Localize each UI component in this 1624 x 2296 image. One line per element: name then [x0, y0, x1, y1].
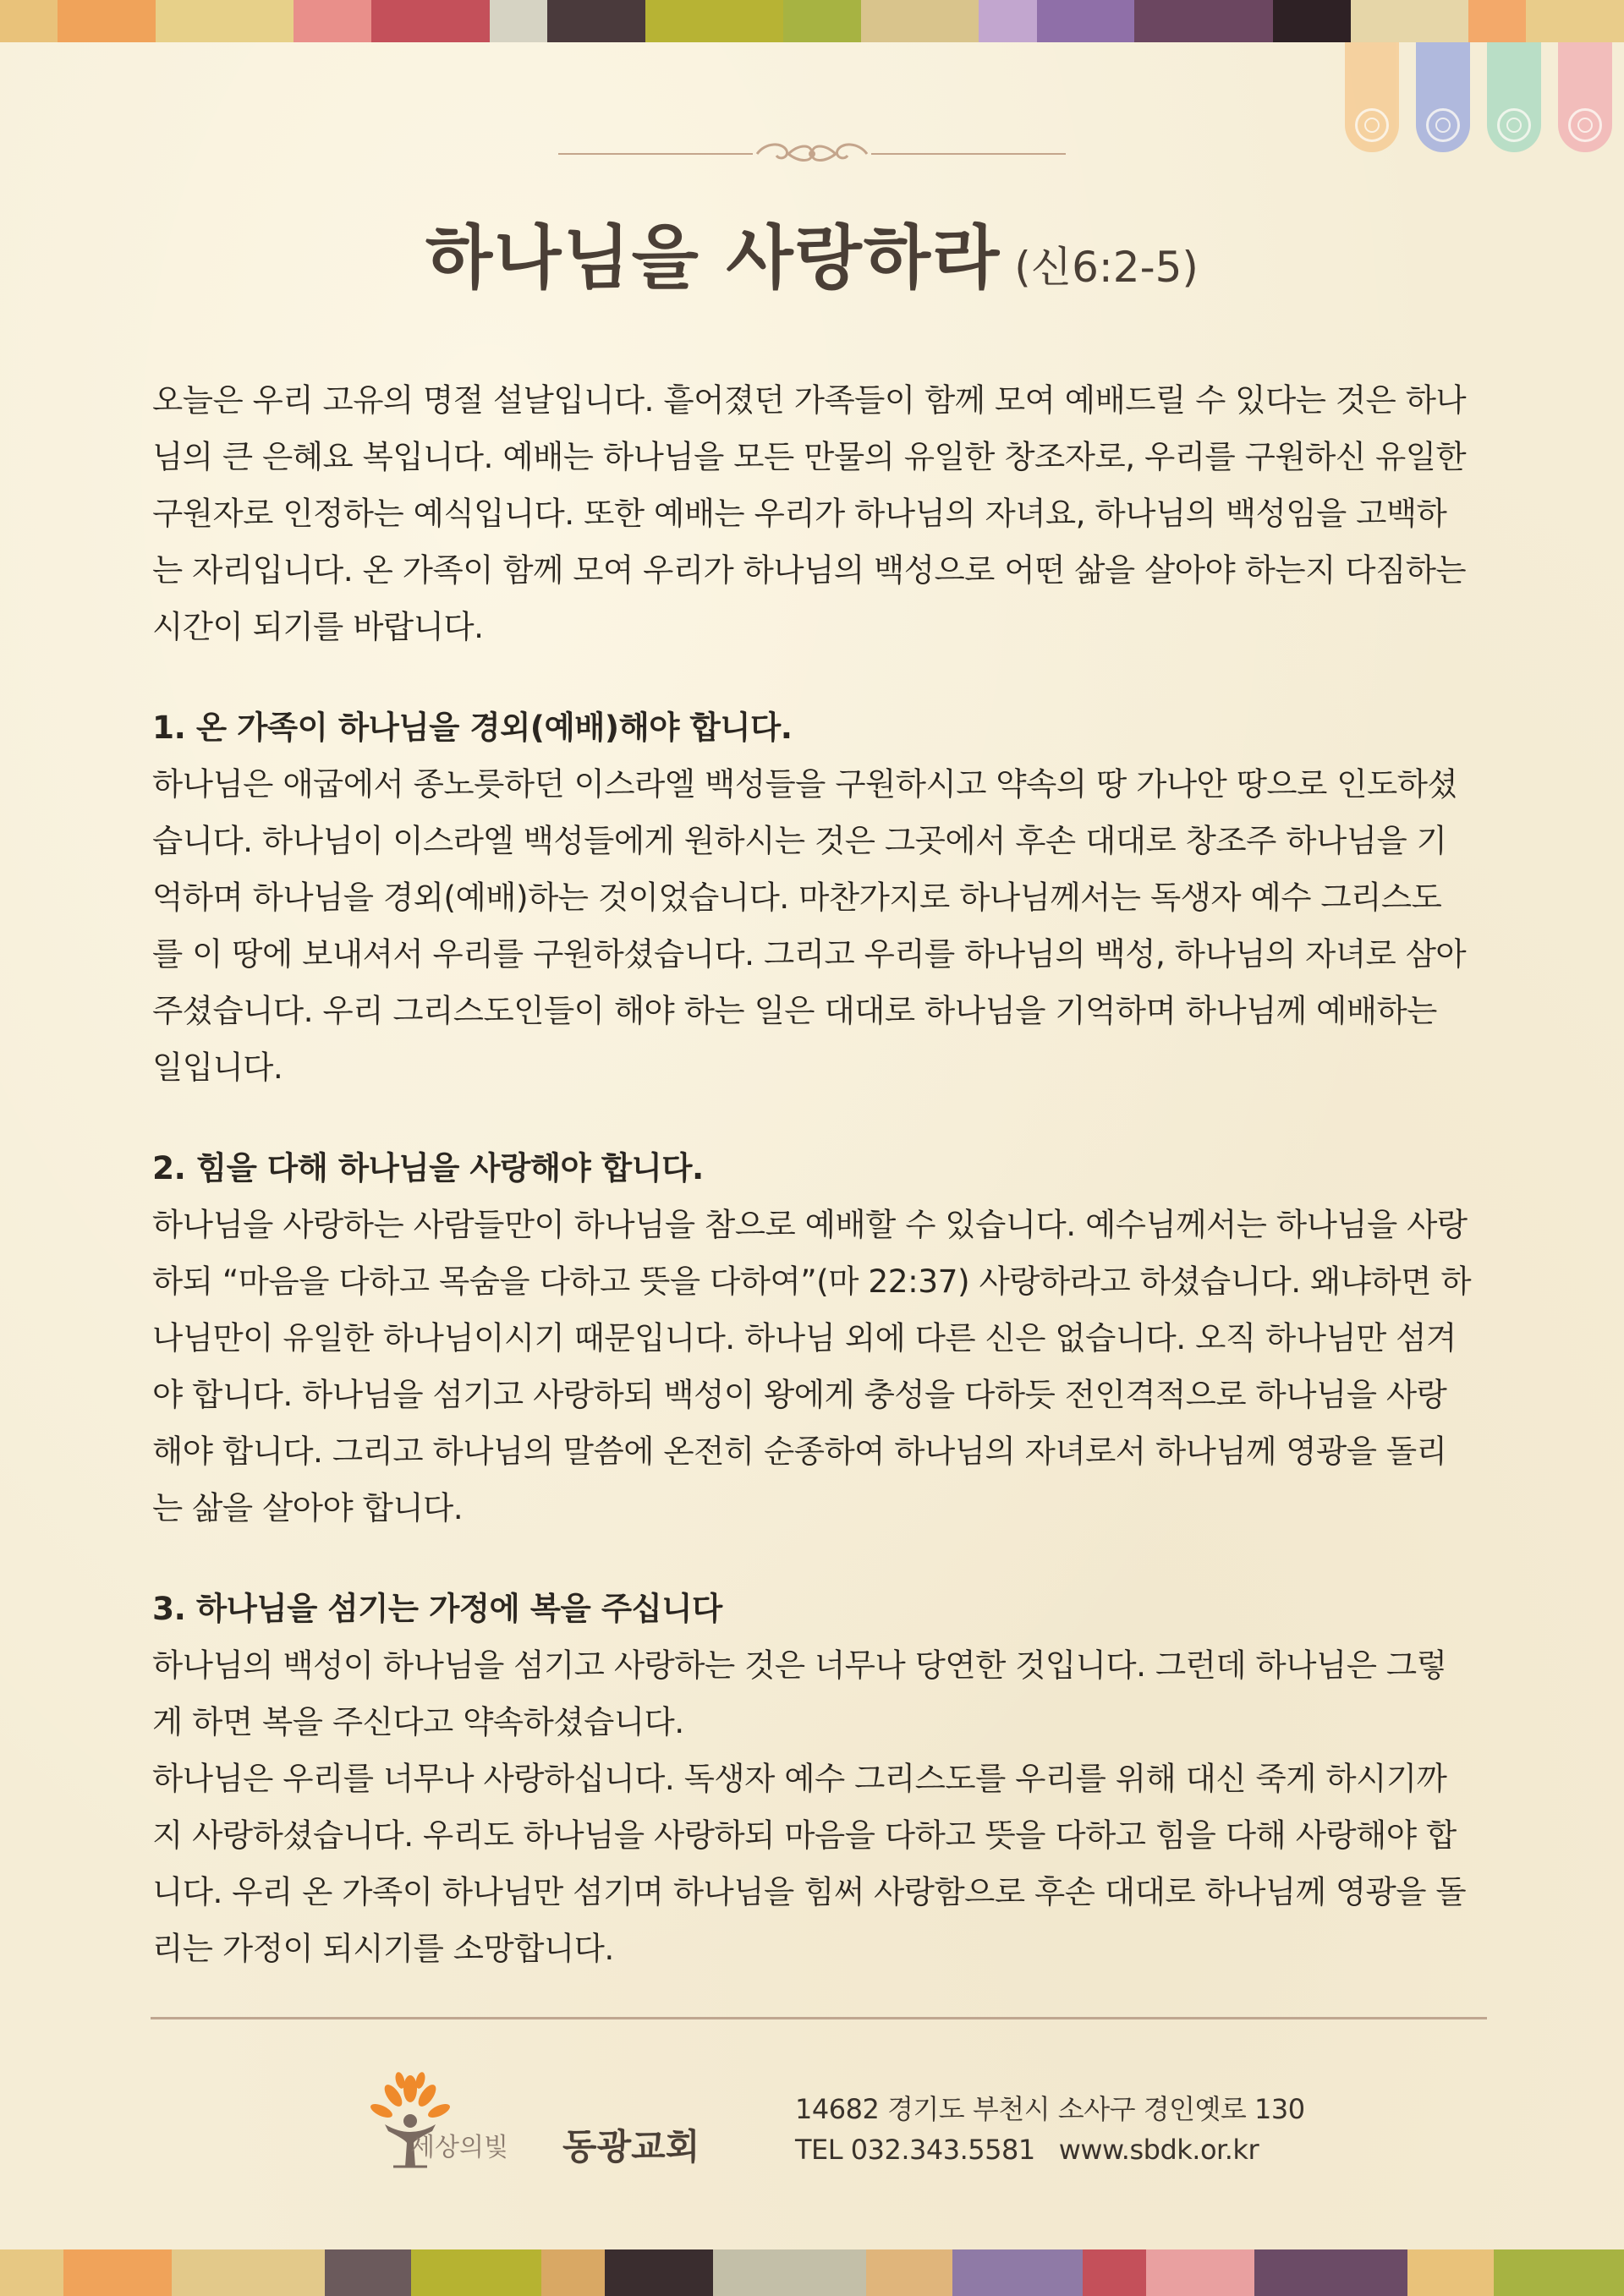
- knot-icon: [1355, 108, 1389, 142]
- stripe-segment: [1146, 2249, 1254, 2296]
- title-ornament-icon: [558, 135, 1066, 169]
- stripe-segment: [0, 0, 58, 42]
- church-logo: [359, 2072, 732, 2173]
- stripe-segment: [783, 0, 861, 42]
- stripe-segment: [979, 0, 1036, 42]
- bookmark-tabs: [1345, 42, 1624, 156]
- intro-paragraph: 오늘은 우리 고유의 명절 설날입니다. 흩어졌던 가족들이 함께 모여 예배드릴 수 있다는 것은 하나님의 큰 은혜요 복입니다. 예배는 하나님을 모든 만물의 유일한 창조자로, 우리를 구원하신 유일한 구원자로 인정하는 예식입니다. 또한 예배는 우리가 하나님의 자녀요, 하나님의 백성임을 고백하는 자리입니다. 온 가족이 함께 모여 우리가 하나님의 백성으로 어떤 삶을 살아야 하는지 다짐하는 시간이 되기를 바랍니다.: [152, 381, 1467, 645]
- footer-divider: [151, 2017, 1487, 2019]
- section-2-paragraph: 하나님을 사랑하는 사람들만이 하나님을 참으로 예배할 수 있습니다. 예수님께서는 하나님을 사랑하되 “마음을 다하고 목숨을 다하고 뜻을 다하여”(마 22:37) 사랑하라고 하셨습니다. 왜냐하면 하나님만이 유일한 하나님이시기 때문입니다. 하나님 외에 다른 신은 없습니다. 오직 하나님만 섬겨야 합니다. 하나님을 섬기고 사랑하되 백성이 왕에게 충성을 다하듯 전인격적으로 하나님을 사랑해야 합니다. 그리고 하나님의 말씀에 온전히 순종하여 하나님의 자녀로서 하나님께 영광을 돌리는 삶을 살아야 합니다.: [152, 1206, 1472, 1526]
- stripe-segment: [541, 2249, 605, 2296]
- mint-tab: [1487, 42, 1541, 152]
- blue-tab: [1416, 42, 1470, 152]
- section-3-paragraph-2: 하나님은 우리를 너무나 사랑하십니다. 독생자 예수 그리스도를 우리를 위해 대신 죽게 하시기까지 사랑하셨습니다. 우리도 하나님을 사랑하되 마음을 다하고 뜻을 다하고 힘을 다해 사랑해야 합니다. 우리 온 가족이 하나님만 섬기며 하나님을 힘써 사랑함으로 후손 대대로 하나님께 영광을 돌리는 가정이 되시기를 소망합니다.: [152, 1760, 1467, 1967]
- section-2-heading: 2. 힘을 다해 하나님을 사랑해야 합니다.: [152, 1149, 704, 1186]
- stripe-segment: [861, 0, 979, 42]
- stripe-segment: [1254, 2249, 1407, 2296]
- bottom-color-stripe: [0, 2249, 1624, 2296]
- contact-block: [795, 2089, 1305, 2170]
- section-1-heading: 1. 온 가족이 하나님을 경외(예배)해야 합니다.: [152, 709, 793, 746]
- website-link[interactable]: www.sbdk.or.kr: [1058, 2134, 1259, 2166]
- stripe-segment: [58, 0, 156, 42]
- stripe-segment: [63, 2249, 172, 2296]
- title-row: [0, 203, 1624, 302]
- knot-icon: [1426, 108, 1460, 142]
- stripe-segment: [1134, 0, 1272, 42]
- stripe-segment: [1526, 0, 1624, 42]
- stripe-segment: [1468, 0, 1526, 42]
- stripe-segment: [172, 2249, 325, 2296]
- section-3-paragraph-1: 하나님의 백성이 하나님을 섬기고 사랑하는 것은 너무나 당연한 것입니다. 그런데 하나님은 그렇게 하면 복을 주신다고 약속하셨습니다.: [152, 1647, 1447, 1740]
- stripe-segment: [1273, 0, 1351, 42]
- stripe-segment: [605, 2249, 713, 2296]
- logo-tagline: 세상의빛: [410, 2133, 508, 2162]
- stripe-segment: [1351, 0, 1469, 42]
- stripe-segment: [0, 2249, 63, 2296]
- page-title: 하나님을 사랑하라: [425, 218, 1001, 299]
- stripe-segment: [952, 2249, 1083, 2296]
- peach-tab: [1345, 42, 1399, 152]
- phone-number: TEL 032.343.5581: [795, 2134, 1035, 2166]
- stripe-segment: [490, 0, 547, 42]
- stripe-segment: [1037, 0, 1135, 42]
- stripe-segment: [645, 0, 783, 42]
- stripe-segment: [866, 2249, 952, 2296]
- stripe-segment: [156, 0, 294, 42]
- top-color-stripe: [0, 0, 1624, 42]
- scripture-reference: (신6:2-5): [1014, 243, 1199, 292]
- sermon-body: [152, 372, 1472, 1977]
- knot-icon: [1497, 108, 1531, 142]
- address-line: 14682 경기도 부천시 소사구 경인옛로 130: [795, 2093, 1305, 2125]
- stripe-segment: [713, 2249, 866, 2296]
- stripe-segment: [371, 0, 490, 42]
- knot-icon: [1568, 108, 1602, 142]
- stripe-segment: [411, 2249, 541, 2296]
- section-1-paragraph: 하나님은 애굽에서 종노릇하던 이스라엘 백성들을 구원하시고 약속의 땅 가나안 땅으로 인도하셨습니다. 하나님이 이스라엘 백성들에게 원하시는 것은 그곳에서 후손 대대로 창조주 하나님을 기억하며 하나님을 경외(예배)하는 것이었습니다. 마찬가지로 하나님께서는 독생자 예수 그리스도를 이 땅에 보내셔서 우리를 구원하셨습니다. 그리고 우리를 하나님의 백성, 하나님의 자녀로 삼아주셨습니다. 우리 그리스도인들이 해야 하는 일은 대대로 하나님을 기억하며 하나님께 예배하는 일입니다.: [152, 765, 1467, 1086]
- stripe-segment: [547, 0, 645, 42]
- stripe-segment: [1407, 2249, 1494, 2296]
- church-name: 동광교회: [562, 2126, 700, 2167]
- stripe-segment: [325, 2249, 411, 2296]
- stripe-segment: [1494, 2249, 1624, 2296]
- section-3-heading: 3. 하나님을 섬기는 가정에 복을 주십니다: [152, 1590, 722, 1627]
- stripe-segment: [294, 0, 371, 42]
- stripe-segment: [1083, 2249, 1146, 2296]
- pink-tab: [1558, 42, 1612, 152]
